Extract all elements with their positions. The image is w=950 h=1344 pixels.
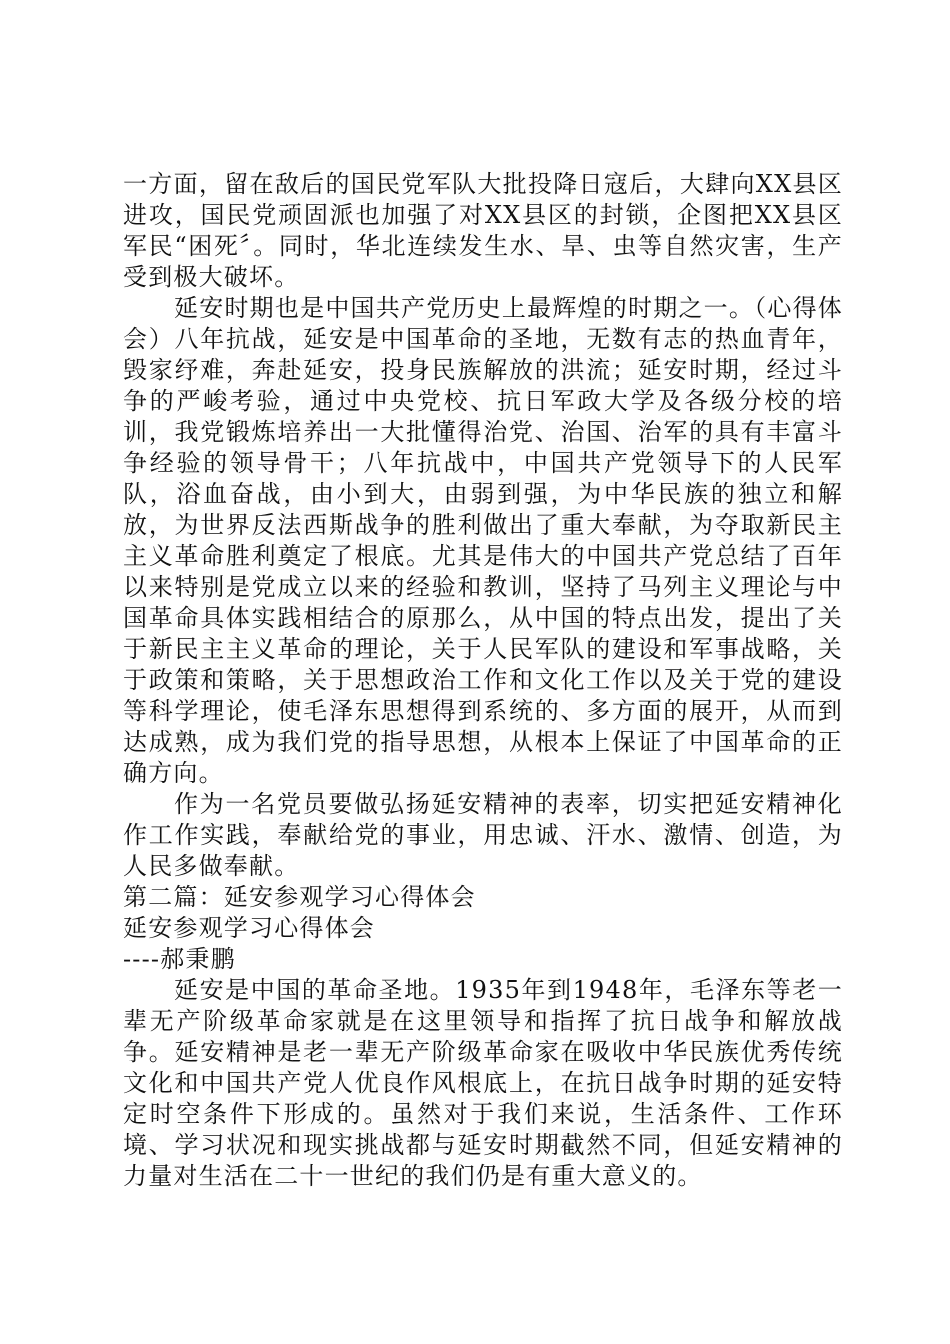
- paragraph-continuation: 一方面，留在敌后的国民党军队大批投降日寇后，大肆向XX县区进攻，国民党顽固派也加强了对XX县区的封锁，企图把XX县区军民“困死〞。同时，华北连续发生水、旱、虫等自然灾害，生产受到极大破坏。: [123, 170, 843, 291]
- paragraph-party-member: 作为一名党员要做弘扬延安精神的表率，切实把延安精神化作工作实践，奉献给党的事业，用忠诚、汗水、激情、创造，为人民多做奉献。: [123, 790, 843, 880]
- paragraph-revolutionary-site: 延安是中国的革命圣地。1935年到1948年，毛泽东等老一辈无产阶级革命家就是在这里领导和指挥了抗日战争和解放战争。延安精神是老一辈无产阶级革命家在吸收中华民族优秀传统文化和中国共产党人优良作风根底上，在抗日战争时期的延安特定时空条件下形成的。虽然对于我们来说，生活条件、工作环境、学习状况和现实挑战都与延安时期截然不同，但延安精神的力量对生活在二十一世纪的我们仍是有重大意义的。: [123, 976, 843, 1190]
- paragraph-yanan-period: 延安时期也是中国共产党历史上最辉煌的时期之一。（心得体会）八年抗战，延安是中国革命的圣地，无数有志的热血青年，毁家纾难，奔赴延安，投身民族解放的洪流；延安时期，经过斗争的严峻考验，通过中央党校、抗日军政大学及各级分校的培训，我党锻炼培养出一大批懂得治党、治国、治军的具有丰富斗争经验的领导骨干；八年抗战中，中国共产党领导下的人民军队，浴血奋战，由小到大，由弱到强，为中华民族的独立和解放，为世界反法西斯战争的胜利做出了重大奉献，为夺取新民主主义革命胜利奠定了根底。尤其是伟大的中国共产党总结了百年以来特别是党成立以来的经验和教训，坚持了马列主义理论与中国革命具体实践相结合的原那么，从中国的特点出发，提出了关于新民主主义革命的理论，关于人民军队的建设和军事战略，关于政策和策略，关于思想政治工作和文化工作以及关于党的建设等科学理论，使毛泽东思想得到系统的、多方面的展开，从而到达成熟，成为我们党的指导思想，从根本上保证了中国革命的正确方向。: [123, 294, 843, 787]
- document-body: [123, 169, 843, 1192]
- section-heading: 第二篇：延安参观学习心得体会: [123, 883, 476, 911]
- article-title: 延安参观学习心得体会: [123, 914, 375, 942]
- article-author: ----郝秉鹏: [123, 945, 236, 973]
